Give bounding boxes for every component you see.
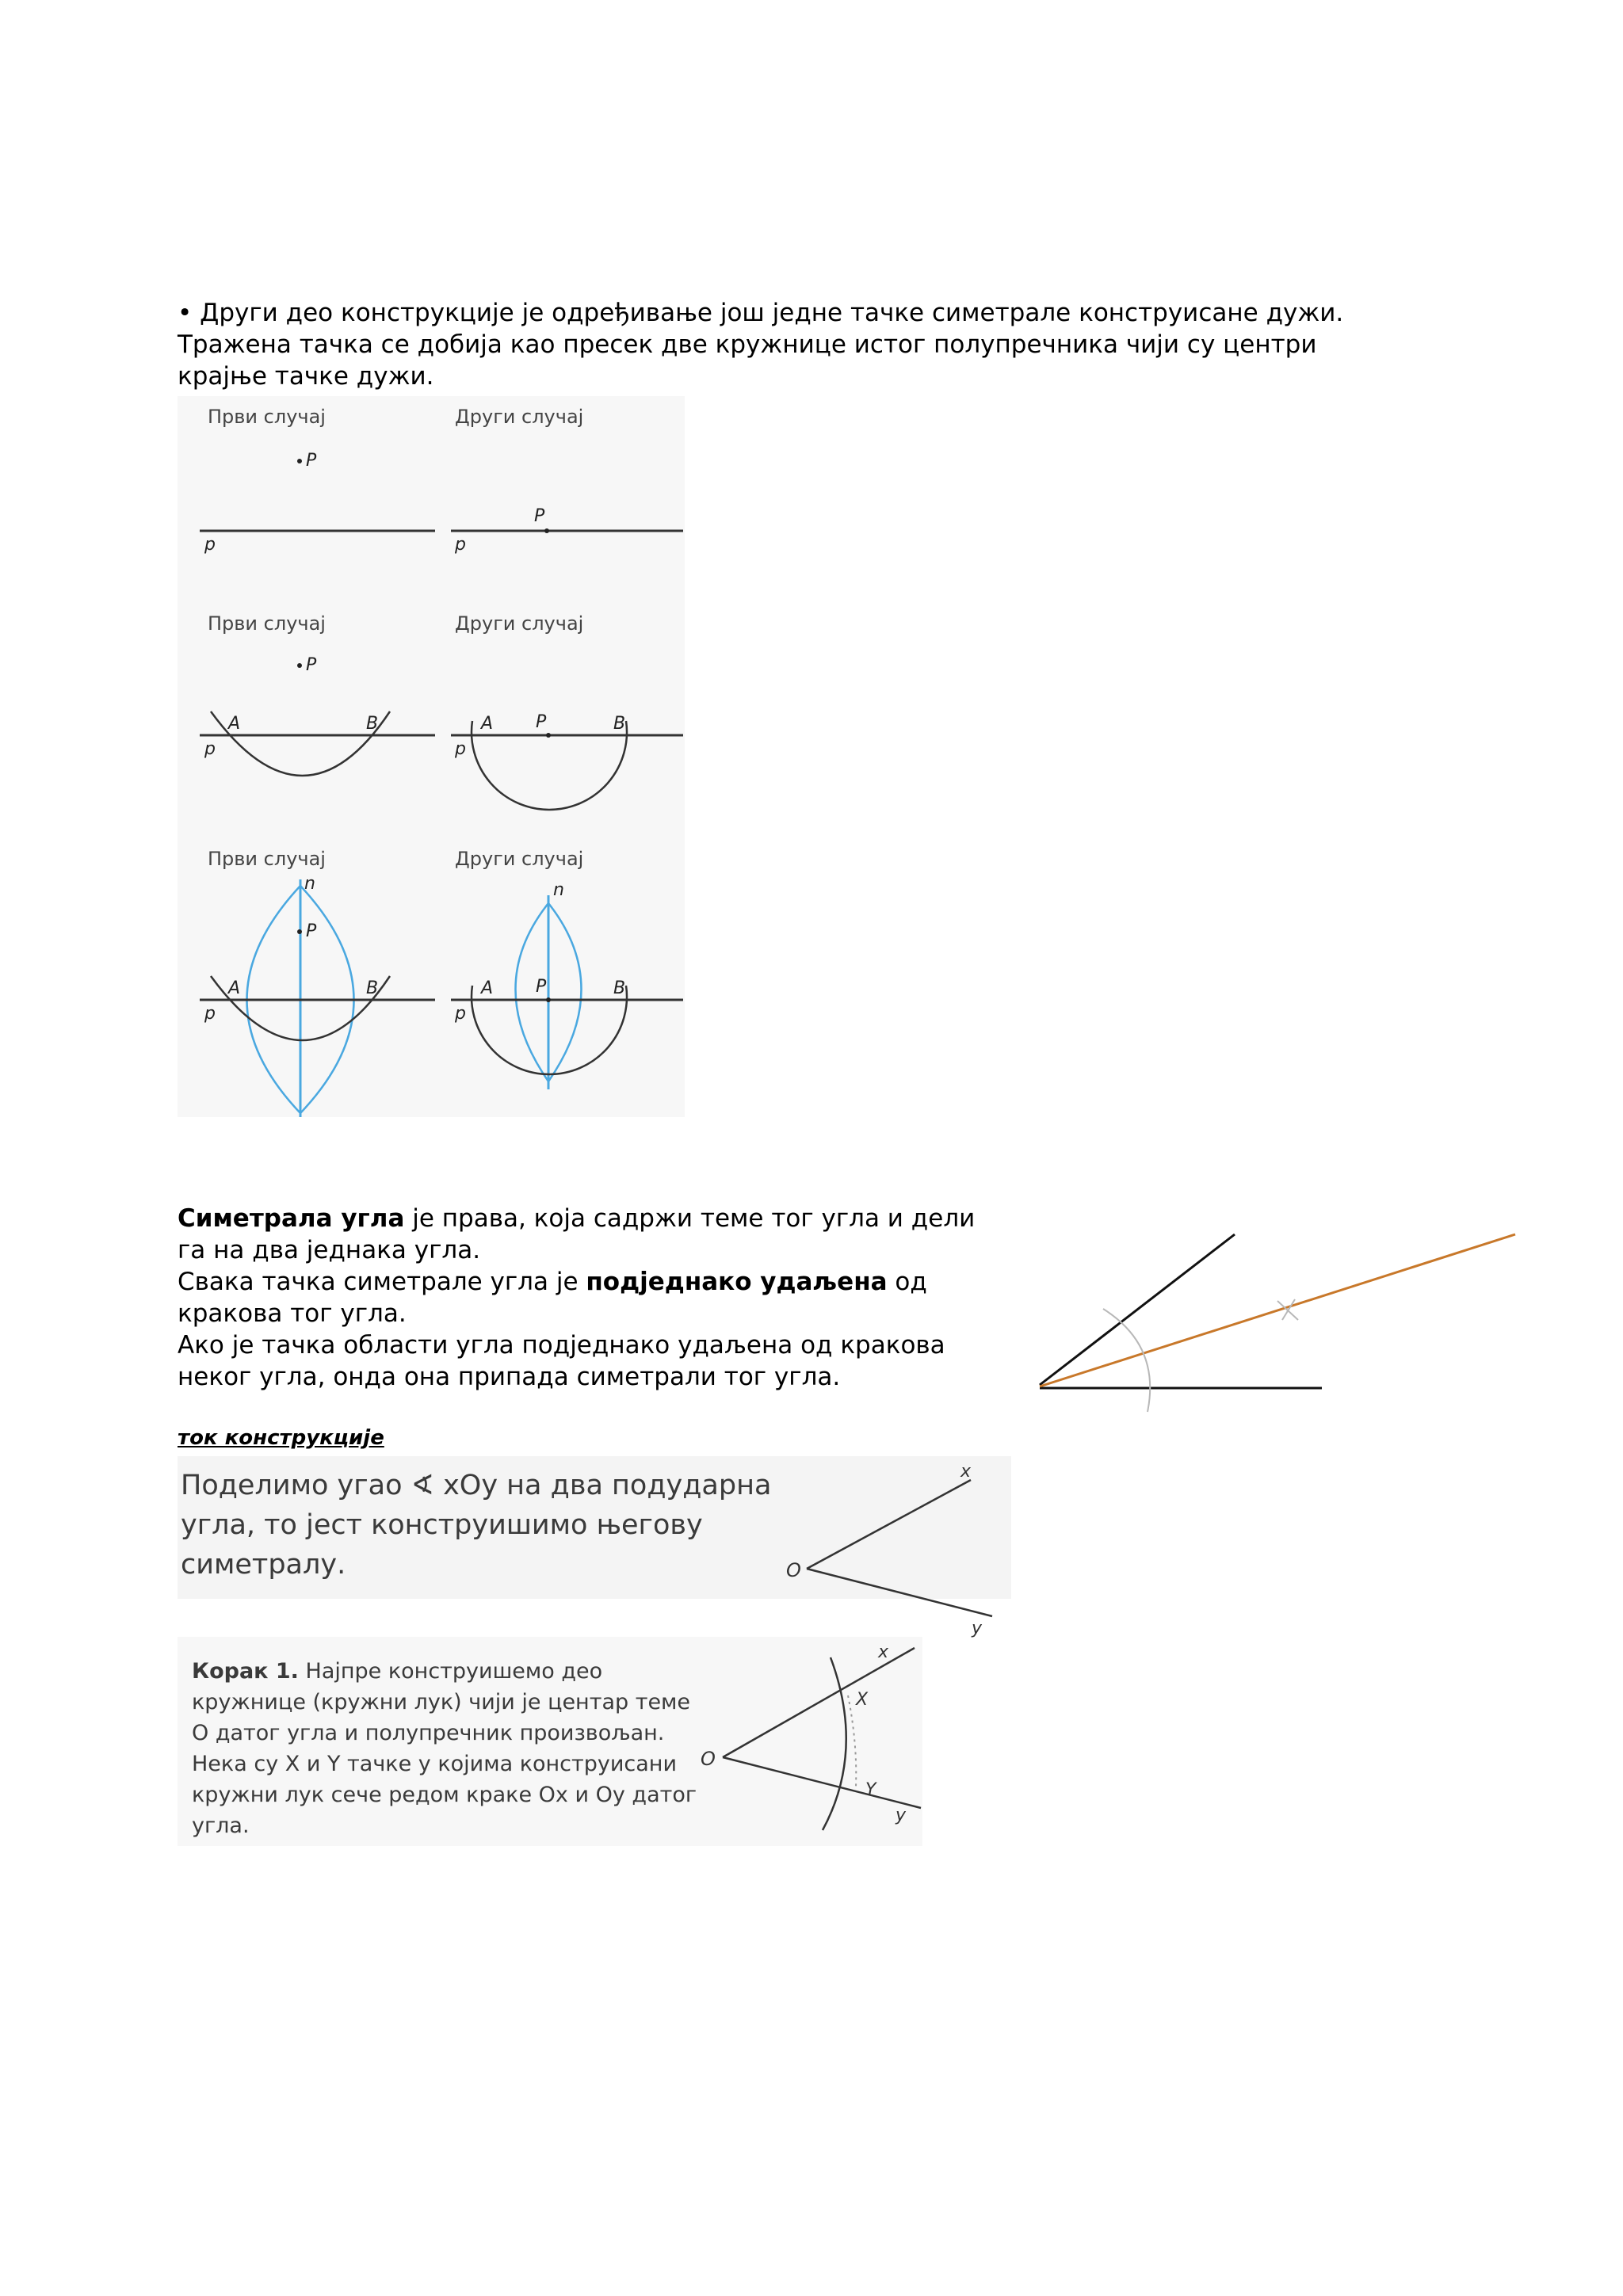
step1-diagram <box>689 1632 943 1846</box>
case1-label-row1: Први случај <box>208 406 326 428</box>
step1-line-6: угла. <box>192 1814 250 1838</box>
definition-line-2: га на два једнака угла. <box>178 1236 481 1264</box>
property-line-2: кракова тог угла. <box>178 1299 407 1328</box>
property-line-1 <box>178 1266 1049 1298</box>
step1-ray-oy <box>723 1757 921 1808</box>
label-P-row2-right: P <box>536 712 547 732</box>
construction-arc <box>1103 1309 1150 1412</box>
label-A-row2-left: A <box>228 714 241 734</box>
step1-line-1 <box>192 1656 697 1687</box>
step1-text <box>192 1656 697 1841</box>
bisector-ray <box>1040 1234 1515 1386</box>
label-p-row3-left: p <box>204 1004 216 1024</box>
angle-bisector-definition <box>178 1203 1049 1393</box>
case1-label-row2: Први случај <box>208 612 326 635</box>
point-p-row1-left <box>297 459 302 463</box>
definition-line-1 <box>178 1203 1049 1234</box>
label-B-row2-left: B <box>366 714 379 734</box>
step1-dotted-arc <box>848 1695 856 1787</box>
label-p-row2-left: p <box>204 739 216 759</box>
point-p-row2-right <box>546 733 551 738</box>
step1-line-3: O датог угла и полупречник произвољан. <box>192 1721 665 1745</box>
step1-label-y: y <box>896 1806 907 1825</box>
label-A-row2-right: A <box>481 714 494 734</box>
case1-label-row3: Први случај <box>208 848 326 870</box>
label-B-row3-right: B <box>613 978 626 998</box>
label-y: y <box>972 1619 983 1638</box>
label-B-row2-right: B <box>613 714 626 734</box>
label-A-row3-right: A <box>481 978 494 998</box>
label-P-row1-left: P <box>306 451 317 471</box>
term-equidistant: подједнако удаљена <box>586 1268 888 1296</box>
label-P-row3-left: P <box>306 921 317 941</box>
converse-line-1: Ако је тачка области угла подједнако удаљена од кракова <box>178 1331 945 1360</box>
step1-label-x: x <box>878 1642 889 1662</box>
case2-label-row3: Други случај <box>455 848 584 870</box>
label-n-row3-right: n <box>553 880 564 900</box>
converse-line-2: неког угла, онда она припада симетрали тог угла. <box>178 1363 841 1391</box>
label-P-row2-left: P <box>306 655 317 675</box>
label-O: O <box>786 1559 801 1581</box>
label-n-row3-left: n <box>304 874 315 894</box>
intro-line-3: крајње тачке дужи. <box>178 362 434 391</box>
upper-arm <box>1040 1234 1235 1385</box>
property-post: од <box>887 1268 927 1296</box>
point-p-row1-right <box>544 528 549 533</box>
cross-mark-b <box>1282 1299 1295 1320</box>
property-pre: Свака тачка симетрале угла је <box>178 1268 586 1296</box>
point-p-row3-right <box>546 997 551 1002</box>
step1-arc <box>823 1657 846 1830</box>
ray-oy <box>807 1569 992 1616</box>
label-p-row2-right: p <box>455 739 466 759</box>
step1-line-5: кружни лук сече редом краке Ox и Oy датог <box>192 1783 697 1807</box>
task-line-1: Поделимо угао ∢ xOy на два подударна <box>181 1470 772 1501</box>
intro-paragraph <box>178 297 1477 392</box>
case2-label-row1: Други случај <box>455 406 584 428</box>
step1-label-O: O <box>701 1748 716 1770</box>
label-A-row3-left: A <box>228 978 241 998</box>
case2-label-row2: Други случај <box>455 612 584 635</box>
term-angle-bisector: Симетрала угла <box>178 1204 405 1233</box>
step1-label-Y: Y <box>865 1780 876 1800</box>
label-x: x <box>960 1462 972 1482</box>
step1-label: Корак 1. <box>192 1659 299 1684</box>
construction-heading: ток конструкције <box>178 1426 384 1450</box>
ray-ox <box>807 1480 971 1569</box>
point-p-row3-left <box>297 929 302 934</box>
task-line-2: угла, то јест конструишимо његову <box>181 1509 703 1541</box>
angle-bisector-diagram <box>1030 1220 1537 1418</box>
task-line-3: симетралу. <box>181 1549 346 1581</box>
task-text <box>181 1466 771 1585</box>
step1-line-4: Нека су X и Y тачке у којима конструисани <box>192 1752 678 1776</box>
label-B-row3-left: B <box>366 978 379 998</box>
label-p-row1-left: p <box>204 535 216 555</box>
perpendicular-construction-figure <box>178 396 685 1117</box>
step1-label-X: X <box>856 1690 869 1710</box>
label-p-row3-right: p <box>455 1004 466 1024</box>
step1-ray-ox <box>723 1648 915 1757</box>
label-P-row1-right: P <box>534 506 545 526</box>
point-p-row2-left <box>297 663 302 668</box>
step1-line-1-text: Најпре конструишемо део <box>298 1659 603 1684</box>
label-P-row3-right: P <box>536 977 547 997</box>
intro-line-2: Тражена тачка се добија као пресек две кружнице истог полупречника чији су центри <box>178 330 1317 359</box>
definition-rest: је права, која садржи теме тог угла и дели <box>404 1204 976 1233</box>
intro-line-1: • Други део конструкције је одређивање још једне тачке симетрале конструисане дужи. <box>178 299 1344 327</box>
step1-line-2: кружнице (кружни лук) чији је центар теме <box>192 1690 691 1714</box>
label-p-row1-right: p <box>455 535 466 555</box>
angle-xoy-diagram <box>777 1458 1014 1640</box>
